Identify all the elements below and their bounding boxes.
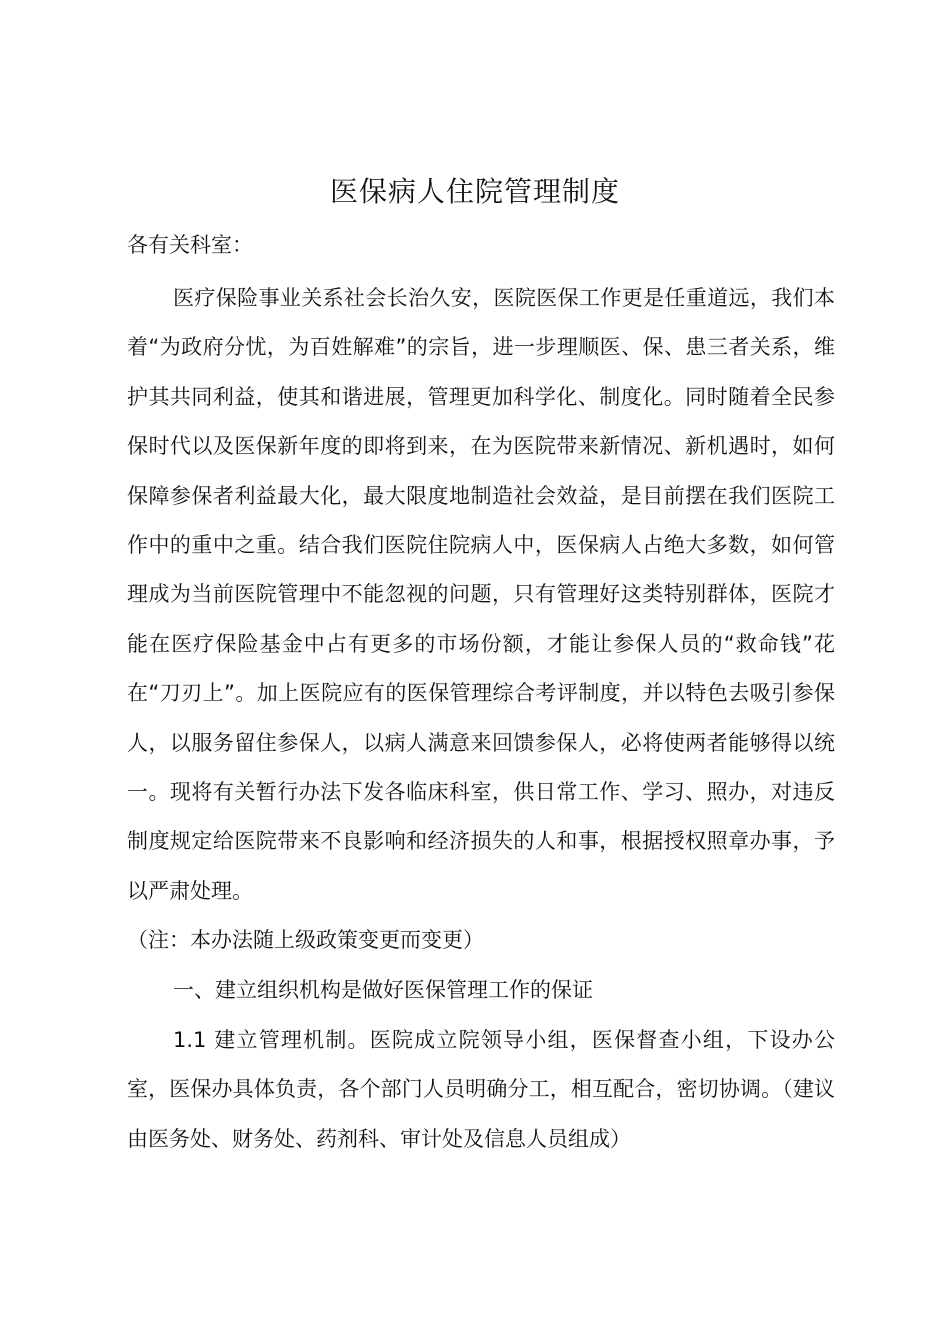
section-1 — [127, 966, 835, 1015]
intro-paragraph: 医疗保险事业关系社会长治久安，医院医保工作更是任重道远，我们本着“为政府分忧，为百姓解难”的宗旨，进一步理顺医、保、患三者关系，维护其共同利益，使其和谐进展，管理更加科学化、制度化。同时随着全民参保时代以及医保新年度的即将到来，在为医院带来新情况、新机遇时，如何保障参保者利益最大化，最大限度地制造社会效益，是目前摆在我们医院工作中的重中之重。结合我们医院住院病人中，医保病人占绝大多数，如何管理成为当前医院管理中不能忽视的问题，只有管理好这类特别群体，医院才能在医疗保险基金中占有更多的市场份额，才能让参保人员的“救命钱”花在“刀刃上”。加上医院应有的医保管理综合考评制度，并以特色去吸引参保人，以服务留住参保人，以病人满意来回馈参保人，必将使两者能够得以统一。现将有关暂行办法下发各临床科室，供日常工作、学习、照办，对违反制度规定给医院带来不良影响和经济损失的人和事，根据授权照章办事，予以严肃处理。 — [127, 286, 835, 903]
section-1-1 — [127, 1016, 835, 1164]
section-1-1-paragraph: 1.1 建立管理机制。医院成立院领导小组，医保督查小组，下设办公室，医保办具体负责，各个部门人员明确分工，相互配合，密切协调。（建议由医务处、财务处、药剂科、审计处及信息人员组成） — [127, 1028, 835, 1151]
section-1-heading: 一、建立组织机构是做好医保管理工作的保证 — [173, 978, 593, 1002]
policy-note: （注：本办法随上级政策变更而变更） — [127, 928, 484, 952]
document-title: 医保病人住院管理制度 — [329, 175, 620, 208]
note-section — [127, 916, 835, 965]
salutation: 各有关科室： — [127, 233, 253, 257]
intro-section — [127, 274, 835, 916]
